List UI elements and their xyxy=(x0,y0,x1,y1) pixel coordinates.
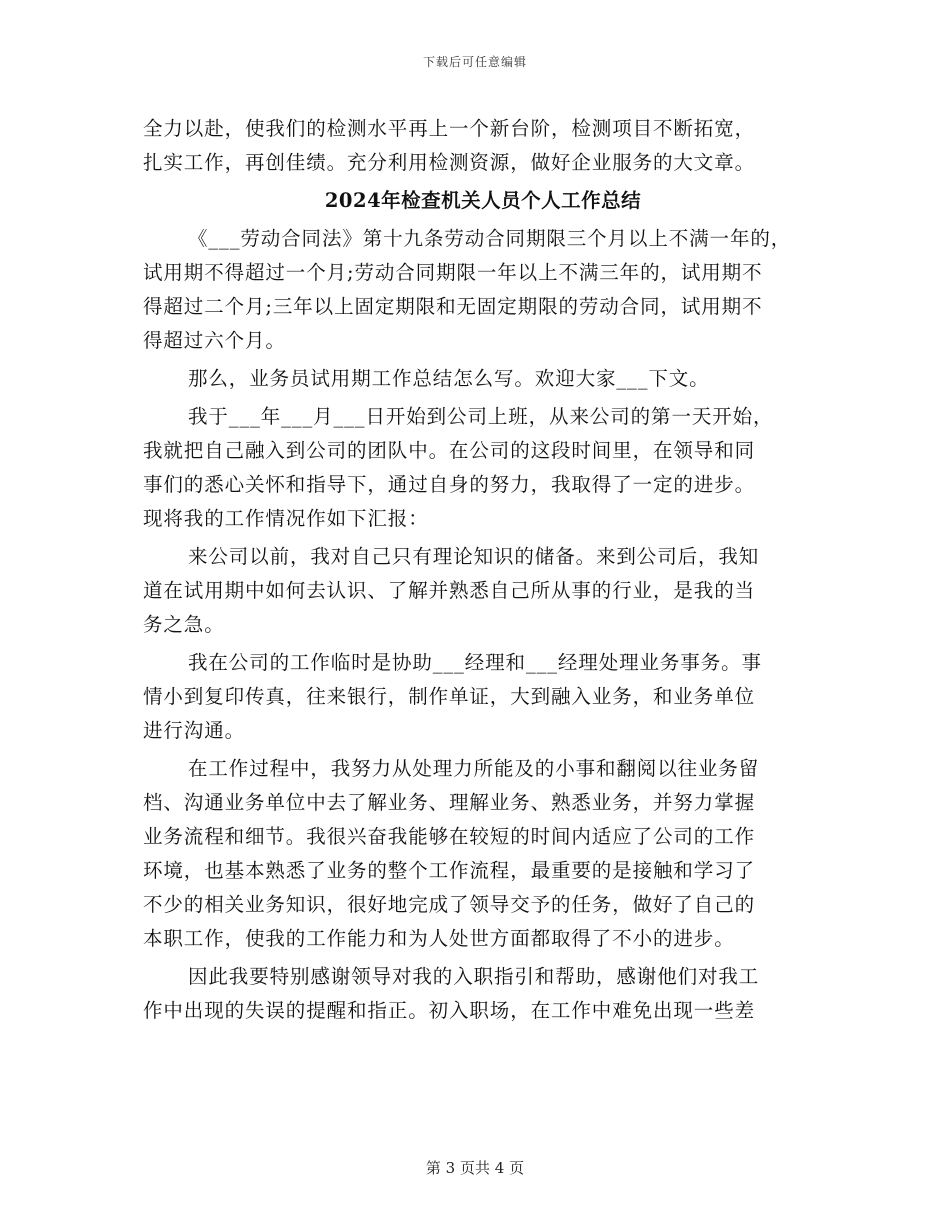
page-header-note: 下载后可任意编辑 xyxy=(422,55,527,69)
paragraph-line: 我在公司的工作临时是协助___经理和___经理处理业务事务。事 xyxy=(188,651,762,674)
paragraph-line: 道在试用期中如何去认识、了解并熟悉自己所从事的行业，是我的当 xyxy=(143,579,756,602)
paragraph-line: 不少的相关业务知识，很好地完成了领导交予的任务，做好了自己的 xyxy=(143,893,756,916)
paragraph-line: 环境，也基本熟悉了业务的整个工作流程，最重要的是接触和学习了 xyxy=(143,859,756,882)
paragraph-line: 来公司以前，我对自己只有理论知识的储备。来到公司后，我知 xyxy=(188,545,760,568)
intro-line: 扎实工作，再创佳绩。充分利用检测资源，做好企业服务的大文章。 xyxy=(143,151,756,174)
paragraph-line: 档、沟通业务单位中去了解业务、理解业务、熟悉业务，并努力掌握 xyxy=(143,791,756,814)
paragraph-line: 我就把自己融入到公司的团队中。在公司的这段时间里，在领导和同 xyxy=(143,439,756,462)
paragraph-line: 本职工作，使我的工作能力和为人处世方面都取得了不小的进步。 xyxy=(143,927,735,950)
paragraph-line: 因此我要特别感谢领导对我的入职指引和帮助，感谢他们对我工 xyxy=(188,965,760,988)
paragraph xyxy=(143,960,823,1028)
paragraph xyxy=(143,222,823,358)
paragraph-line: 现将我的工作情况作如下汇报： xyxy=(143,507,429,530)
page-number: 第 3 页共 4 页 xyxy=(425,1159,525,1177)
paragraph-line: 进行沟通。 xyxy=(143,719,246,742)
document-body xyxy=(143,112,823,1028)
paragraph xyxy=(143,400,823,536)
paragraph-line: 务之急。 xyxy=(143,613,225,636)
paragraph-line: 在工作过程中，我努力从处理力所能及的小事和翻阅以往业务留 xyxy=(188,757,760,780)
paragraph xyxy=(143,540,823,642)
paragraph-line: 试用期不得超过一个月;劳动合同期限一年以上不满三年的，试用期不 xyxy=(143,261,763,284)
intro-line: 全力以赴，使我们的检测水平再上一个新台阶，检测项目不断拓宽， xyxy=(143,117,756,140)
paragraph-line: 得超过六个月。 xyxy=(143,329,286,352)
paragraph xyxy=(143,646,823,748)
paragraph-line: 《___劳动合同法》第十九条劳动合同期限三个月以上不满一年的， xyxy=(188,227,792,250)
paragraph-line: 业务流程和细节。我很兴奋我能够在较短的时间内适应了公司的工作 xyxy=(143,825,756,848)
paragraph-line: 事们的悉心关怀和指导下，通过自身的努力，我取得了一定的进步。 xyxy=(143,473,756,496)
paragraph-line: 我于___年___月___日开始到公司上班，从来公司的第一天开始， xyxy=(188,405,774,428)
document-title: 2024年检查机关人员个人工作总结 xyxy=(324,189,642,212)
paragraph-line: 得超过二个月;三年以上固定期限和无固定期限的劳动合同，试用期不 xyxy=(143,295,763,318)
paragraph-line: 情小到复印传真，往来银行，制作单证，大到融入业务，和业务单位 xyxy=(143,685,756,708)
paragraph-line: 作中出现的失误的提醒和指正。初入职场，在工作中难免出现一些差 xyxy=(143,999,756,1022)
paragraph xyxy=(143,362,823,396)
paragraph xyxy=(143,752,823,956)
paragraph-line: 那么，业务员试用期工作总结怎么写。欢迎大家___下文。 xyxy=(188,367,710,390)
